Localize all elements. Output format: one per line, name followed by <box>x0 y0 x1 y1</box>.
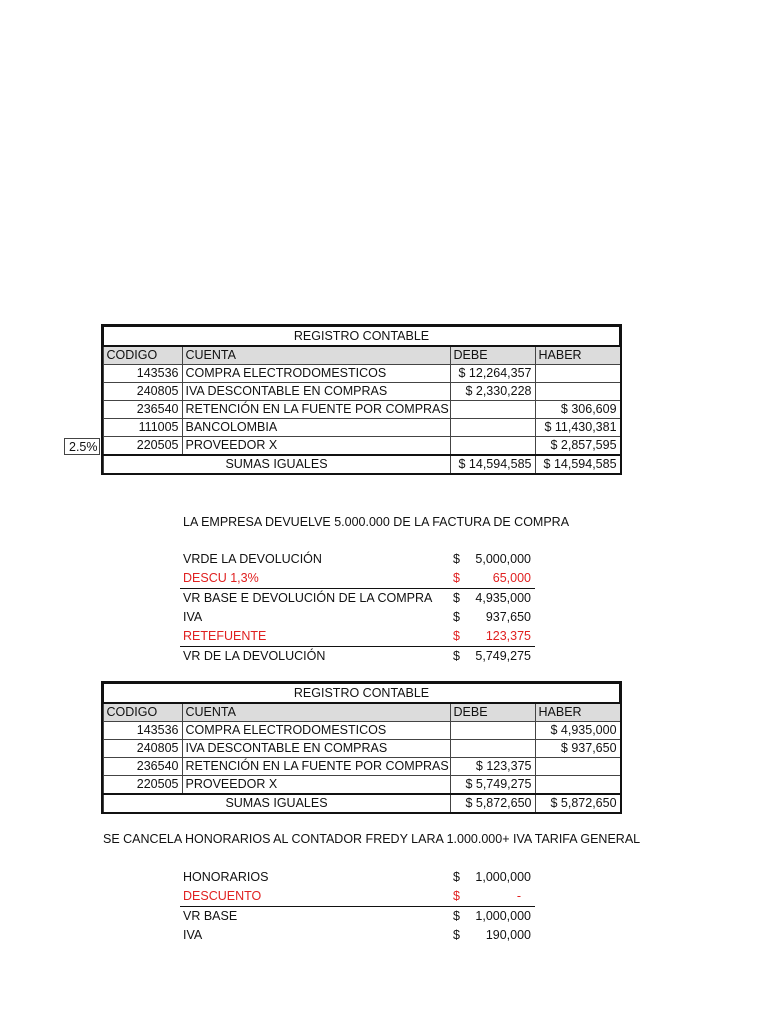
calc-row <box>180 550 535 569</box>
calc-row <box>180 608 535 627</box>
ledger-table-1 <box>102 325 621 474</box>
cuenta-cell: IVA DESCONTABLE EN COMPRAS <box>182 740 450 758</box>
currency-sign: $ <box>453 552 460 566</box>
calc-label: RETEFUENTE <box>183 629 267 643</box>
ledger-table-2 <box>102 682 621 813</box>
sum-row <box>103 794 620 813</box>
currency-sign: $ <box>453 591 460 605</box>
sum-haber: $ 5,872,650 <box>535 794 620 813</box>
cuenta-cell: PROVEEDOR X <box>182 776 450 795</box>
table-row <box>103 365 620 383</box>
haber-cell <box>535 383 620 401</box>
statement-honorarios: SE CANCELA HONORARIOS AL CONTADOR FREDY LARA 1.000.000+ IVA TARIFA GENERAL <box>103 832 641 846</box>
table-row <box>103 401 620 419</box>
codigo-cell: 240805 <box>103 740 182 758</box>
currency-sign: $ <box>453 889 460 903</box>
debe-cell: $ 2,330,228 <box>450 383 535 401</box>
calc-honorarios <box>180 868 535 945</box>
debe-cell <box>450 401 535 419</box>
haber-cell: $ 4,935,000 <box>535 722 620 740</box>
calc-amount: 65,000 <box>492 571 531 585</box>
cuenta-cell: PROVEEDOR X <box>182 437 450 456</box>
haber-cell <box>535 776 620 795</box>
table-row <box>103 776 620 795</box>
calc-label: VR BASE <box>183 909 238 923</box>
debe-cell: $ 123,375 <box>450 758 535 776</box>
sum-label: SUMAS IGUALES <box>103 455 450 474</box>
calc-row <box>180 868 535 887</box>
calc-row <box>180 569 535 589</box>
sum-row <box>103 455 620 474</box>
cuenta-cell: RETENCIÓN EN LA FUENTE POR COMPRAS <box>182 401 450 419</box>
calc-label: IVA <box>183 928 203 942</box>
header-haber: HABER <box>535 346 620 365</box>
debe-cell: $ 12,264,357 <box>450 365 535 383</box>
debe-cell <box>450 740 535 758</box>
haber-cell: $ 2,857,595 <box>535 437 620 456</box>
sum-haber: $ 14,594,585 <box>535 455 620 474</box>
sum-debe: $ 14,594,585 <box>450 455 535 474</box>
currency-sign: $ <box>453 571 460 585</box>
cuenta-cell: IVA DESCONTABLE EN COMPRAS <box>182 383 450 401</box>
currency-sign: $ <box>453 928 460 942</box>
calc-amount: 190,000 <box>485 928 531 942</box>
table-title: REGISTRO CONTABLE <box>103 326 620 346</box>
haber-cell: $ 306,609 <box>535 401 620 419</box>
currency-sign: $ <box>453 649 460 663</box>
statement-devolucion: LA EMPRESA DEVUELVE 5.000.000 DE LA FACTURA DE COMPRA <box>183 515 570 529</box>
codigo-cell: 143536 <box>103 722 182 740</box>
calc-amount: - <box>516 889 521 903</box>
calc-row <box>180 647 535 666</box>
calc-row <box>180 627 535 647</box>
calc-row <box>180 887 535 907</box>
table-row <box>103 437 620 456</box>
haber-cell <box>535 365 620 383</box>
calc-row <box>180 589 535 608</box>
haber-cell: $ 11,430,381 <box>535 419 620 437</box>
table-row <box>103 383 620 401</box>
codigo-cell: 143536 <box>103 365 182 383</box>
debe-cell <box>450 722 535 740</box>
currency-sign: $ <box>453 610 460 624</box>
calc-label: VRDE LA DEVOLUCIÓN <box>183 552 322 566</box>
currency-sign: $ <box>453 629 460 643</box>
calc-amount: 1,000,000 <box>475 870 531 884</box>
haber-cell <box>535 758 620 776</box>
codigo-cell: 220505 <box>103 776 182 795</box>
cuenta-cell: RETENCIÓN EN LA FUENTE POR COMPRAS <box>182 758 450 776</box>
debe-cell: $ 5,749,275 <box>450 776 535 795</box>
calc-row <box>180 926 535 945</box>
header-cuenta: CUENTA <box>182 346 450 365</box>
table-row <box>103 722 620 740</box>
currency-sign: $ <box>453 870 460 884</box>
cuenta-cell: COMPRA ELECTRODOMESTICOS <box>182 722 450 740</box>
table-title: REGISTRO CONTABLE <box>103 683 620 703</box>
cuenta-cell: COMPRA ELECTRODOMESTICOS <box>182 365 450 383</box>
calc-label: DESCUENTO <box>183 889 262 903</box>
calc-label: HONORARIOS <box>183 870 269 884</box>
codigo-cell: 236540 <box>103 758 182 776</box>
calc-amount: 5,000,000 <box>475 552 531 566</box>
haber-cell: $ 937,650 <box>535 740 620 758</box>
header-debe: DEBE <box>450 703 535 722</box>
calc-label: VR BASE E DEVOLUCIÓN DE LA COMPRA <box>183 591 433 605</box>
codigo-cell: 240805 <box>103 383 182 401</box>
debe-cell <box>450 437 535 456</box>
calc-label: VR DE LA DEVOLUCIÓN <box>183 649 326 663</box>
codigo-cell: 111005 <box>103 419 182 437</box>
calc-label: DESCU 1,3% <box>183 571 259 585</box>
currency-sign: $ <box>453 909 460 923</box>
debe-cell <box>450 419 535 437</box>
table-row <box>103 758 620 776</box>
calc-label: IVA <box>183 610 203 624</box>
codigo-cell: 236540 <box>103 401 182 419</box>
retention-percent-cell: 2.5% <box>64 438 100 455</box>
header-codigo: CODIGO <box>103 703 182 722</box>
header-cuenta: CUENTA <box>182 703 450 722</box>
calc-row <box>180 907 535 926</box>
calc-amount: 5,749,275 <box>475 649 531 663</box>
table-row <box>103 419 620 437</box>
calc-devolucion <box>180 550 535 666</box>
calc-amount: 4,935,000 <box>475 591 531 605</box>
header-haber: HABER <box>535 703 620 722</box>
header-codigo: CODIGO <box>103 346 182 365</box>
calc-amount: 1,000,000 <box>475 909 531 923</box>
calc-amount: 123,375 <box>485 629 531 643</box>
cuenta-cell: BANCOLOMBIA <box>182 419 450 437</box>
codigo-cell: 220505 <box>103 437 182 456</box>
table-row <box>103 740 620 758</box>
header-debe: DEBE <box>450 346 535 365</box>
sum-debe: $ 5,872,650 <box>450 794 535 813</box>
sum-label: SUMAS IGUALES <box>103 794 450 813</box>
calc-amount: 937,650 <box>485 610 531 624</box>
